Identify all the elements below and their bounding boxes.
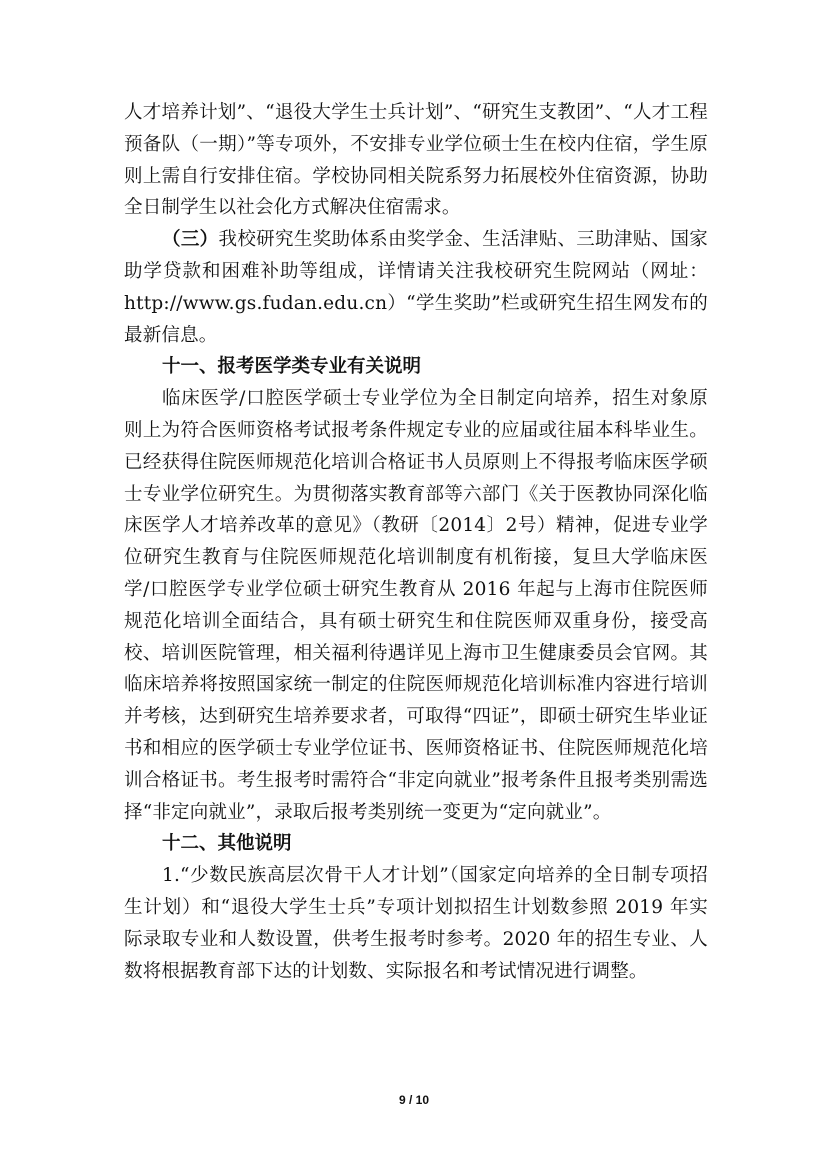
paragraph-financial-aid-text: 我校研究生奖助体系由奖学金、生活津贴、三助津贴、国家助学贷款和困难补助等组成，详情请关注我校研究生院网站（网址：http://www.gs.fudan.edu.cn）“学生奖助”栏或研究生招生网发布的最新信息。 (124, 229, 708, 346)
paragraph-other-1: 1.“少数民族高层次骨干人才计划”（国家定向培养的全日制专项招生计划）和“退役大学生士兵”专项计划拟招生计划数参照 2019 年实际录取专业和人数设置，供考生报考时参考。2020 年的招生专业、人数将根据教育部下达的计划数、实际报名和考试情况进行调整。 (124, 865, 708, 982)
page-number: 9 / 10 (398, 1093, 430, 1107)
paragraph-financial-aid (124, 224, 708, 351)
paragraph-lead-number: （三） (162, 229, 219, 251)
section-heading-other: 十二、其他说明 (162, 833, 292, 855)
document-body (124, 97, 708, 987)
paragraph-housing: 人才培养计划”、“退役大学生士兵计划”、“研究生支教团”、“人才工程预备队（一期）”等专项外，不安排专业学位硕士生在校内住宿，学生原则上需自行安排住宿。学校协同相关院系努力拓展校外住宿资源，协助全日制学生以社会化方式解决住宿需求。 (124, 102, 708, 219)
section-heading-medical: 十一、报考医学类专业有关说明 (162, 356, 422, 378)
paragraph-medical: 临床医学/口腔医学硕士专业学位为全日制定向培养，招生对象原则上为符合医师资格考试报考条件规定专业的应届或往届本科毕业生。已经获得住院医师规范化培训合格证书人员原则上不得报考临床医学硕士专业学位研究生。为贯彻落实教育部等六部门《关于医教协同深化临床医学人才培养改革的意见》（教研〔2014〕2号）精神，促进专业学位研究生教育与住院医师规范化培训制度有机衔接，复旦大学临床医学/口腔医学专业学位硕士研究生教育从 2016 年起与上海市住院医师规范化培训全面结合，具有硕士研究生和住院医师双重身份，接受高校、培训医院管理，相关福利待遇详见上海市卫生健康委员会官网。其临床培养将按照国家统一制定的住院医师规范化培训标准内容进行培训并考核，达到研究生培养要求者，可取得“四证”，即硕士研究生毕业证书和相应的医学硕士专业学位证书、医师资格证书、住院医师规范化培训合格证书。考生报考时需符合“非定向就业”报考条件且报考类别需选择“非定向就业”，录取后报考类别统一变更为“定向就业”。 (124, 388, 708, 823)
